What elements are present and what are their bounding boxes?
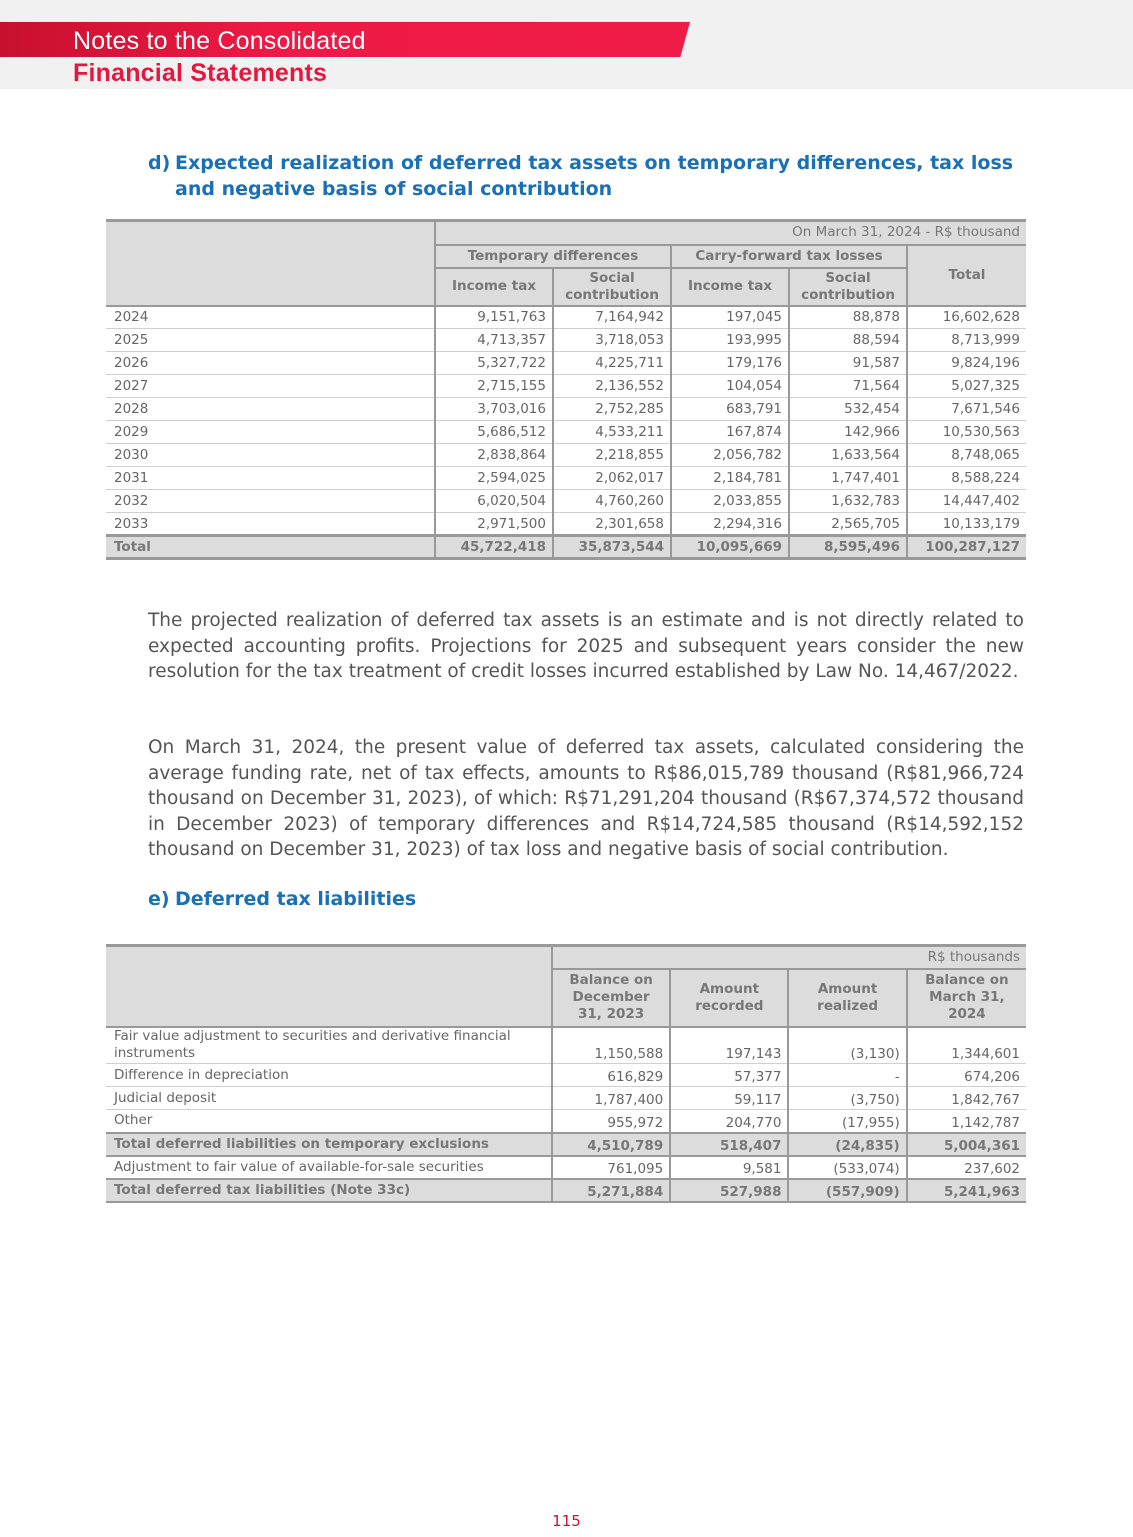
row-value: 167,874: [671, 421, 789, 444]
row-value: 5,271,884: [552, 1179, 670, 1202]
row-value: 7,164,942: [553, 306, 671, 329]
row-value: 2,752,285: [553, 398, 671, 421]
row-value: 88,594: [789, 329, 907, 352]
row-label: Difference in depreciation: [106, 1064, 552, 1087]
row-value: 1,842,767: [951, 1092, 1020, 1108]
row-value: 2,838,864: [435, 444, 553, 467]
row-value: (533,074): [788, 1156, 906, 1179]
row-value: 16,602,628: [942, 309, 1020, 326]
row-year: 2026: [106, 352, 435, 375]
table-row: [106, 398, 1026, 421]
row-value: 2,136,552: [553, 375, 671, 398]
col-total: Total: [948, 266, 986, 283]
row-value: 5,027,325: [951, 378, 1020, 394]
col-balance-dec-2023: Balance on December 31, 2023: [552, 969, 670, 1027]
row-value: 45,722,418: [435, 536, 553, 559]
row-year: 2029: [106, 421, 435, 444]
row-value: 193,995: [671, 329, 789, 352]
table-row: [106, 1110, 1026, 1133]
table-row: [106, 513, 1026, 536]
row-value: 10,530,563: [942, 424, 1020, 440]
row-value: 5,686,512: [435, 421, 553, 444]
col-amount-recorded: Amount recorded: [670, 969, 788, 1027]
row-value: 8,713,999: [951, 332, 1020, 348]
row-value: 2,294,316: [671, 513, 789, 536]
row-value: 4,225,711: [553, 352, 671, 375]
row-value: 1,142,787: [951, 1114, 1020, 1131]
unit-note-e: R$ thousands: [552, 946, 1026, 969]
page-number: 115: [552, 1512, 581, 1530]
row-value: 683,791: [671, 398, 789, 421]
table-row: [106, 375, 1026, 398]
row-value: 71,564: [789, 375, 907, 398]
row-value: -: [788, 1064, 906, 1087]
row-year: 2027: [106, 375, 435, 398]
row-value: (3,750): [788, 1087, 906, 1110]
header-empty-cell: [106, 221, 435, 306]
header-title-line1: Notes to the Consolidated: [73, 27, 366, 55]
row-value: 4,760,260: [553, 490, 671, 513]
section-d-label: d): [148, 152, 171, 174]
row-value: 8,748,065: [951, 447, 1020, 463]
row-value: 197,143: [670, 1027, 788, 1064]
row-value: 3,703,016: [435, 398, 553, 421]
row-value: 1,787,400: [552, 1087, 670, 1110]
section-e-label: e): [148, 888, 170, 910]
table-total-row: [106, 1133, 1026, 1156]
col-cf-social: Social contribution: [789, 268, 907, 306]
table-row: [106, 444, 1026, 467]
row-value: 5,327,722: [435, 352, 553, 375]
row-year: Total: [106, 536, 435, 559]
row-value: 14,447,402: [942, 493, 1020, 509]
row-value: 1,632,783: [789, 490, 907, 513]
row-value: 2,062,017: [553, 467, 671, 490]
row-value: 8,595,496: [789, 536, 907, 559]
row-value: 179,176: [671, 352, 789, 375]
row-value: 59,117: [670, 1087, 788, 1110]
row-year: 2032: [106, 490, 435, 513]
col-temp-social: Social contribution: [553, 268, 671, 306]
row-year: 2028: [106, 398, 435, 421]
deferred-tax-assets-table: [106, 219, 1026, 560]
row-value: 4,713,357: [435, 329, 553, 352]
table-total-row: [106, 1179, 1026, 1202]
row-value: 1,344,601: [951, 1046, 1020, 1062]
row-value: 2,594,025: [435, 467, 553, 490]
row-value: 761,095: [552, 1156, 670, 1179]
row-value: (24,835): [788, 1133, 906, 1156]
paragraph-projection: The projected realization of deferred tax assets is an estimate and is not directly related to expected accounting profits. Projections for 2025 and subsequent years consider the new resolution for the tax treatment of credit losses incurred established by Law No. 14,467/2022.: [148, 610, 1024, 682]
row-value: 674,206: [964, 1069, 1020, 1085]
paragraph-present-value: On March 31, 2024, the present value of deferred tax assets, calculated considering the average funding rate, net of tax effects, amounts to R$86,015,789 thousand (R$81,966,724 thousand on December 31, 2023), of which: R$71,291,204 thousand (R$67,374,572 thousand in December 2023) of temporary differences and R$14,724,585 thousand (R$14,592,152 thousand on December 31, 2023) of tax loss and negative basis of social contribution.: [148, 737, 1024, 860]
row-value: 1,633,564: [789, 444, 907, 467]
row-value: 204,770: [670, 1110, 788, 1133]
unit-note: On March 31, 2024 - R$ thousand: [435, 221, 1026, 245]
row-value: 4,510,789: [552, 1133, 670, 1156]
row-value: 2,033,855: [671, 490, 789, 513]
col-amount-realized: Amount realized: [788, 969, 906, 1027]
section-e-title: [148, 886, 416, 912]
row-value: 4,533,211: [553, 421, 671, 444]
col-balance-mar-2024: Balance on March 31, 2024: [925, 972, 1009, 1022]
table-row: [106, 467, 1026, 490]
header-empty-cell-e: [106, 946, 552, 1027]
header-title-line2: Financial Statements: [73, 59, 328, 87]
row-value: 8,588,224: [951, 470, 1020, 486]
row-value: 197,045: [671, 306, 789, 329]
row-value: 88,878: [789, 306, 907, 329]
row-value: 616,829: [552, 1064, 670, 1087]
row-label: Adjustment to fair value of available-for-sale securities: [106, 1156, 552, 1179]
row-label: Total deferred liabilities on temporary exclusions: [106, 1133, 552, 1156]
row-value: 2,056,782: [671, 444, 789, 467]
row-value: (3,130): [788, 1027, 906, 1064]
row-value: 6,020,504: [435, 490, 553, 513]
col-temp-income-tax: Income tax: [435, 268, 553, 306]
table-row: [106, 1064, 1026, 1087]
table-row: [106, 352, 1026, 375]
table-row: [106, 1087, 1026, 1110]
group-carry-forward: Carry-forward tax losses: [671, 245, 907, 268]
row-value: 532,454: [789, 398, 907, 421]
row-value: 1,150,588: [552, 1027, 670, 1064]
row-value: 57,377: [670, 1064, 788, 1087]
table-row: [106, 1027, 1026, 1064]
row-value: (557,909): [788, 1179, 906, 1202]
row-label: Fair value adjustment to securities and derivative financial instruments: [106, 1027, 552, 1064]
table-row: [106, 306, 1026, 329]
row-value: 3,718,053: [553, 329, 671, 352]
section-d-title-line2: and negative basis of social contribution: [175, 178, 613, 200]
section-d-title: [148, 150, 1013, 202]
row-value: 2,565,705: [789, 513, 907, 536]
row-value: 5,004,361: [943, 1137, 1020, 1154]
col-cf-income-tax: Income tax: [671, 268, 789, 306]
row-value: 9,151,763: [435, 306, 553, 329]
row-year: 2031: [106, 467, 435, 490]
row-value: 100,287,127: [925, 539, 1020, 555]
table-row: [106, 1156, 1026, 1179]
row-value: 10,095,669: [671, 536, 789, 559]
row-year: 2030: [106, 444, 435, 467]
row-label: Other: [106, 1110, 552, 1133]
row-value: 9,581: [670, 1156, 788, 1179]
row-value: 955,972: [552, 1110, 670, 1133]
row-year: 2033: [106, 513, 435, 536]
row-value: 10,133,179: [942, 515, 1020, 532]
row-value: 5,241,963: [943, 1183, 1020, 1200]
row-value: 9,824,196: [951, 355, 1020, 371]
row-value: 2,971,500: [435, 513, 553, 536]
row-value: 527,988: [670, 1179, 788, 1202]
table-row: [106, 490, 1026, 513]
row-label: Judicial deposit: [106, 1087, 552, 1110]
row-value: 2,184,781: [671, 467, 789, 490]
row-value: 237,602: [964, 1160, 1020, 1177]
group-temporary-differences: Temporary differences: [435, 245, 671, 268]
row-value: 2,715,155: [435, 375, 553, 398]
row-label: Total deferred tax liabilities (Note 33c): [106, 1179, 552, 1202]
row-year: 2025: [106, 329, 435, 352]
row-value: 35,873,544: [553, 536, 671, 559]
row-value: 1,747,401: [789, 467, 907, 490]
deferred-tax-liabilities-table: [106, 944, 1026, 1203]
row-value: 2,301,658: [553, 513, 671, 536]
section-d-title-line1: Expected realization of deferred tax assets on temporary differences, tax loss: [175, 152, 1014, 174]
table-row: [106, 329, 1026, 352]
row-value: (17,955): [788, 1110, 906, 1133]
section-e-title-text: Deferred tax liabilities: [175, 888, 417, 910]
row-year: 2024: [106, 306, 435, 329]
table-row: [106, 421, 1026, 444]
row-value: 91,587: [789, 352, 907, 375]
row-value: 104,054: [671, 375, 789, 398]
row-value: 2,218,855: [553, 444, 671, 467]
table-total-row: [106, 536, 1026, 559]
row-value: 518,407: [670, 1133, 788, 1156]
row-value: 7,671,546: [951, 401, 1020, 417]
row-value: 142,966: [789, 421, 907, 444]
